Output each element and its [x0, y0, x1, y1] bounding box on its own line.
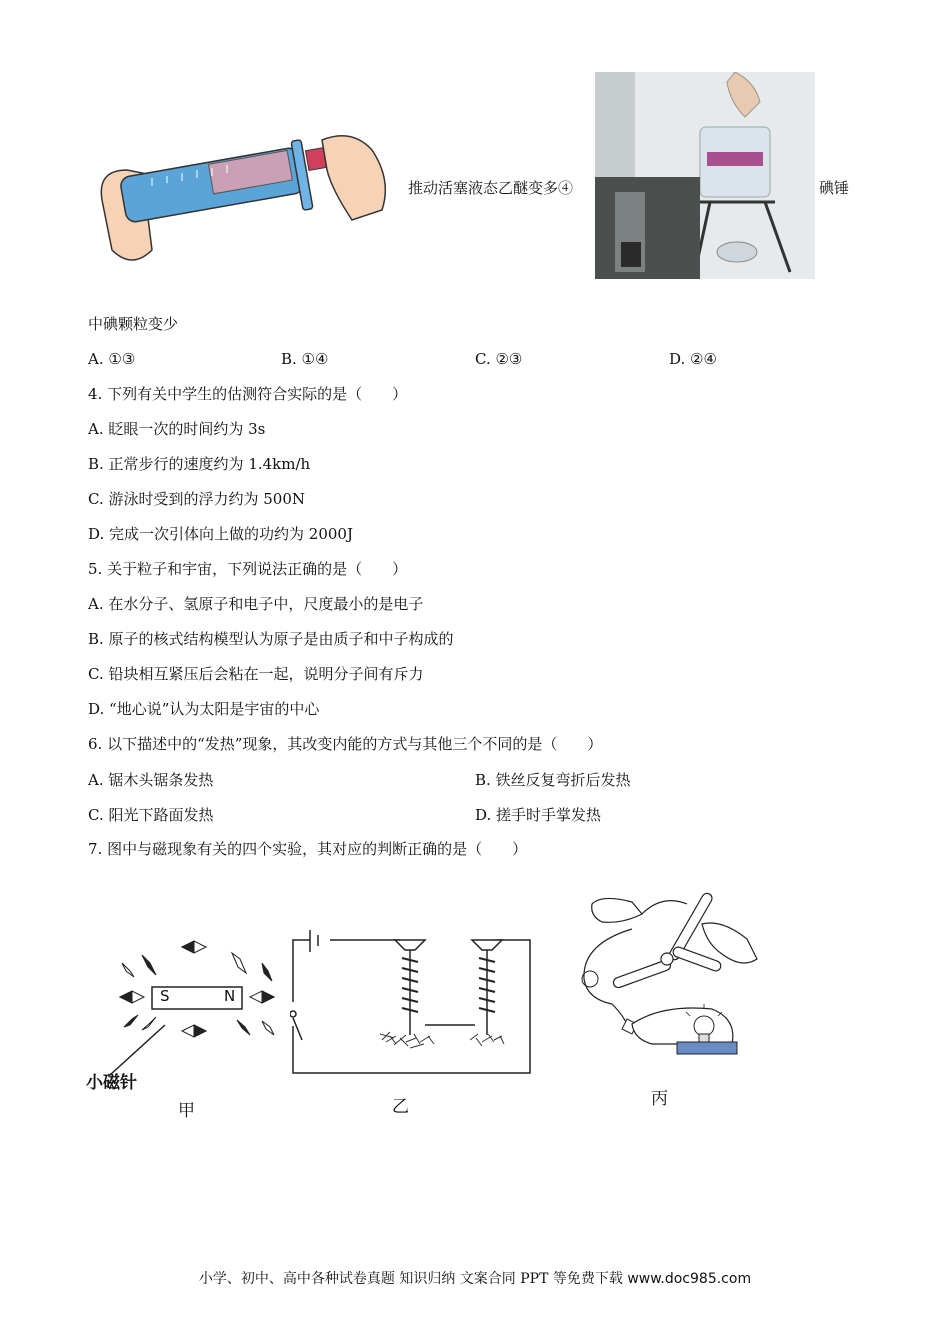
syringe-figure — [92, 130, 392, 270]
figure-bing-generator — [572, 884, 764, 1064]
q3-option-c[interactable]: C. ②③ — [475, 350, 523, 368]
figure-yi-label: 乙 — [392, 1097, 409, 1117]
q5-option-d[interactable]: D. “地心说”认为太阳是宇宙的中心 — [88, 700, 320, 718]
q3-item4-text-part1: 碘锤 — [819, 179, 850, 197]
item4-marker: ④ — [558, 179, 574, 197]
q4-option-a[interactable]: A. 眨眼一次的时间约为 3s — [88, 420, 266, 438]
footer-text: 小学、初中、高中各种试卷真题 知识归纳 文案合同 PPT 等免费下载 — [198, 1271, 623, 1287]
q4-stem: 4. 下列有关中学生的估测符合实际的是（ ） — [88, 385, 408, 403]
figure-yi-circuit — [290, 930, 535, 1078]
footer-url[interactable]: www.doc985.com — [627, 1271, 752, 1287]
q4-option-d[interactable]: D. 完成一次引体向上做的功约为 2000J — [88, 525, 353, 543]
item3-label: 推动活塞液态乙醚变多 — [408, 179, 559, 197]
q3-option-b[interactable]: B. ①④ — [281, 350, 329, 368]
q7-stem: 7. 图中与磁现象有关的四个实验，其对应的判断正确的是（ ） — [88, 840, 528, 858]
q6-option-d[interactable]: D. 搓手时手掌发热 — [475, 806, 602, 824]
page-footer — [0, 1268, 950, 1288]
q5-stem: 5. 关于粒子和宇宙，下列说法正确的是（ ） — [88, 560, 408, 578]
q3-item3-text — [408, 178, 573, 198]
q6-option-b[interactable]: B. 铁丝反复弯折后发热 — [475, 771, 631, 789]
magnet-n-label: N — [224, 987, 236, 1005]
q5-option-b[interactable]: B. 原子的核式结构模型认为原子是由质子和中子构成的 — [88, 630, 454, 648]
figure-bing-label: 丙 — [651, 1089, 668, 1109]
iodine-hammer-photo — [595, 72, 815, 279]
q6-option-a[interactable]: A. 锯木头锯条发热 — [88, 771, 214, 789]
q5-option-a[interactable]: A. 在水分子、氢原子和电子中，尺度最小的是电子 — [88, 595, 424, 613]
q6-stem: 6. 以下描述中的“发热”现象，其改变内能的方式与其他三个不同的是（ ） — [88, 735, 603, 753]
q3-item4-text-part2: 中碘颗粒变少 — [88, 315, 179, 333]
q4-option-b[interactable]: B. 正常步行的速度约为 1.4km/h — [88, 455, 311, 473]
small-needle-label: 小磁针 — [86, 1073, 137, 1093]
q5-option-c[interactable]: C. 铅块相互紧压后会粘在一起，说明分子间有斥力 — [88, 665, 424, 683]
q3-option-d[interactable]: D. ②④ — [669, 350, 717, 368]
q4-option-c[interactable]: C. 游泳时受到的浮力约为 500N — [88, 490, 306, 508]
magnet-s-label: S — [160, 987, 170, 1005]
figure-jia-label: 甲 — [178, 1101, 195, 1121]
q3-option-a[interactable]: A. ①③ — [88, 350, 136, 368]
q6-option-c[interactable]: C. 阳光下路面发热 — [88, 806, 214, 824]
